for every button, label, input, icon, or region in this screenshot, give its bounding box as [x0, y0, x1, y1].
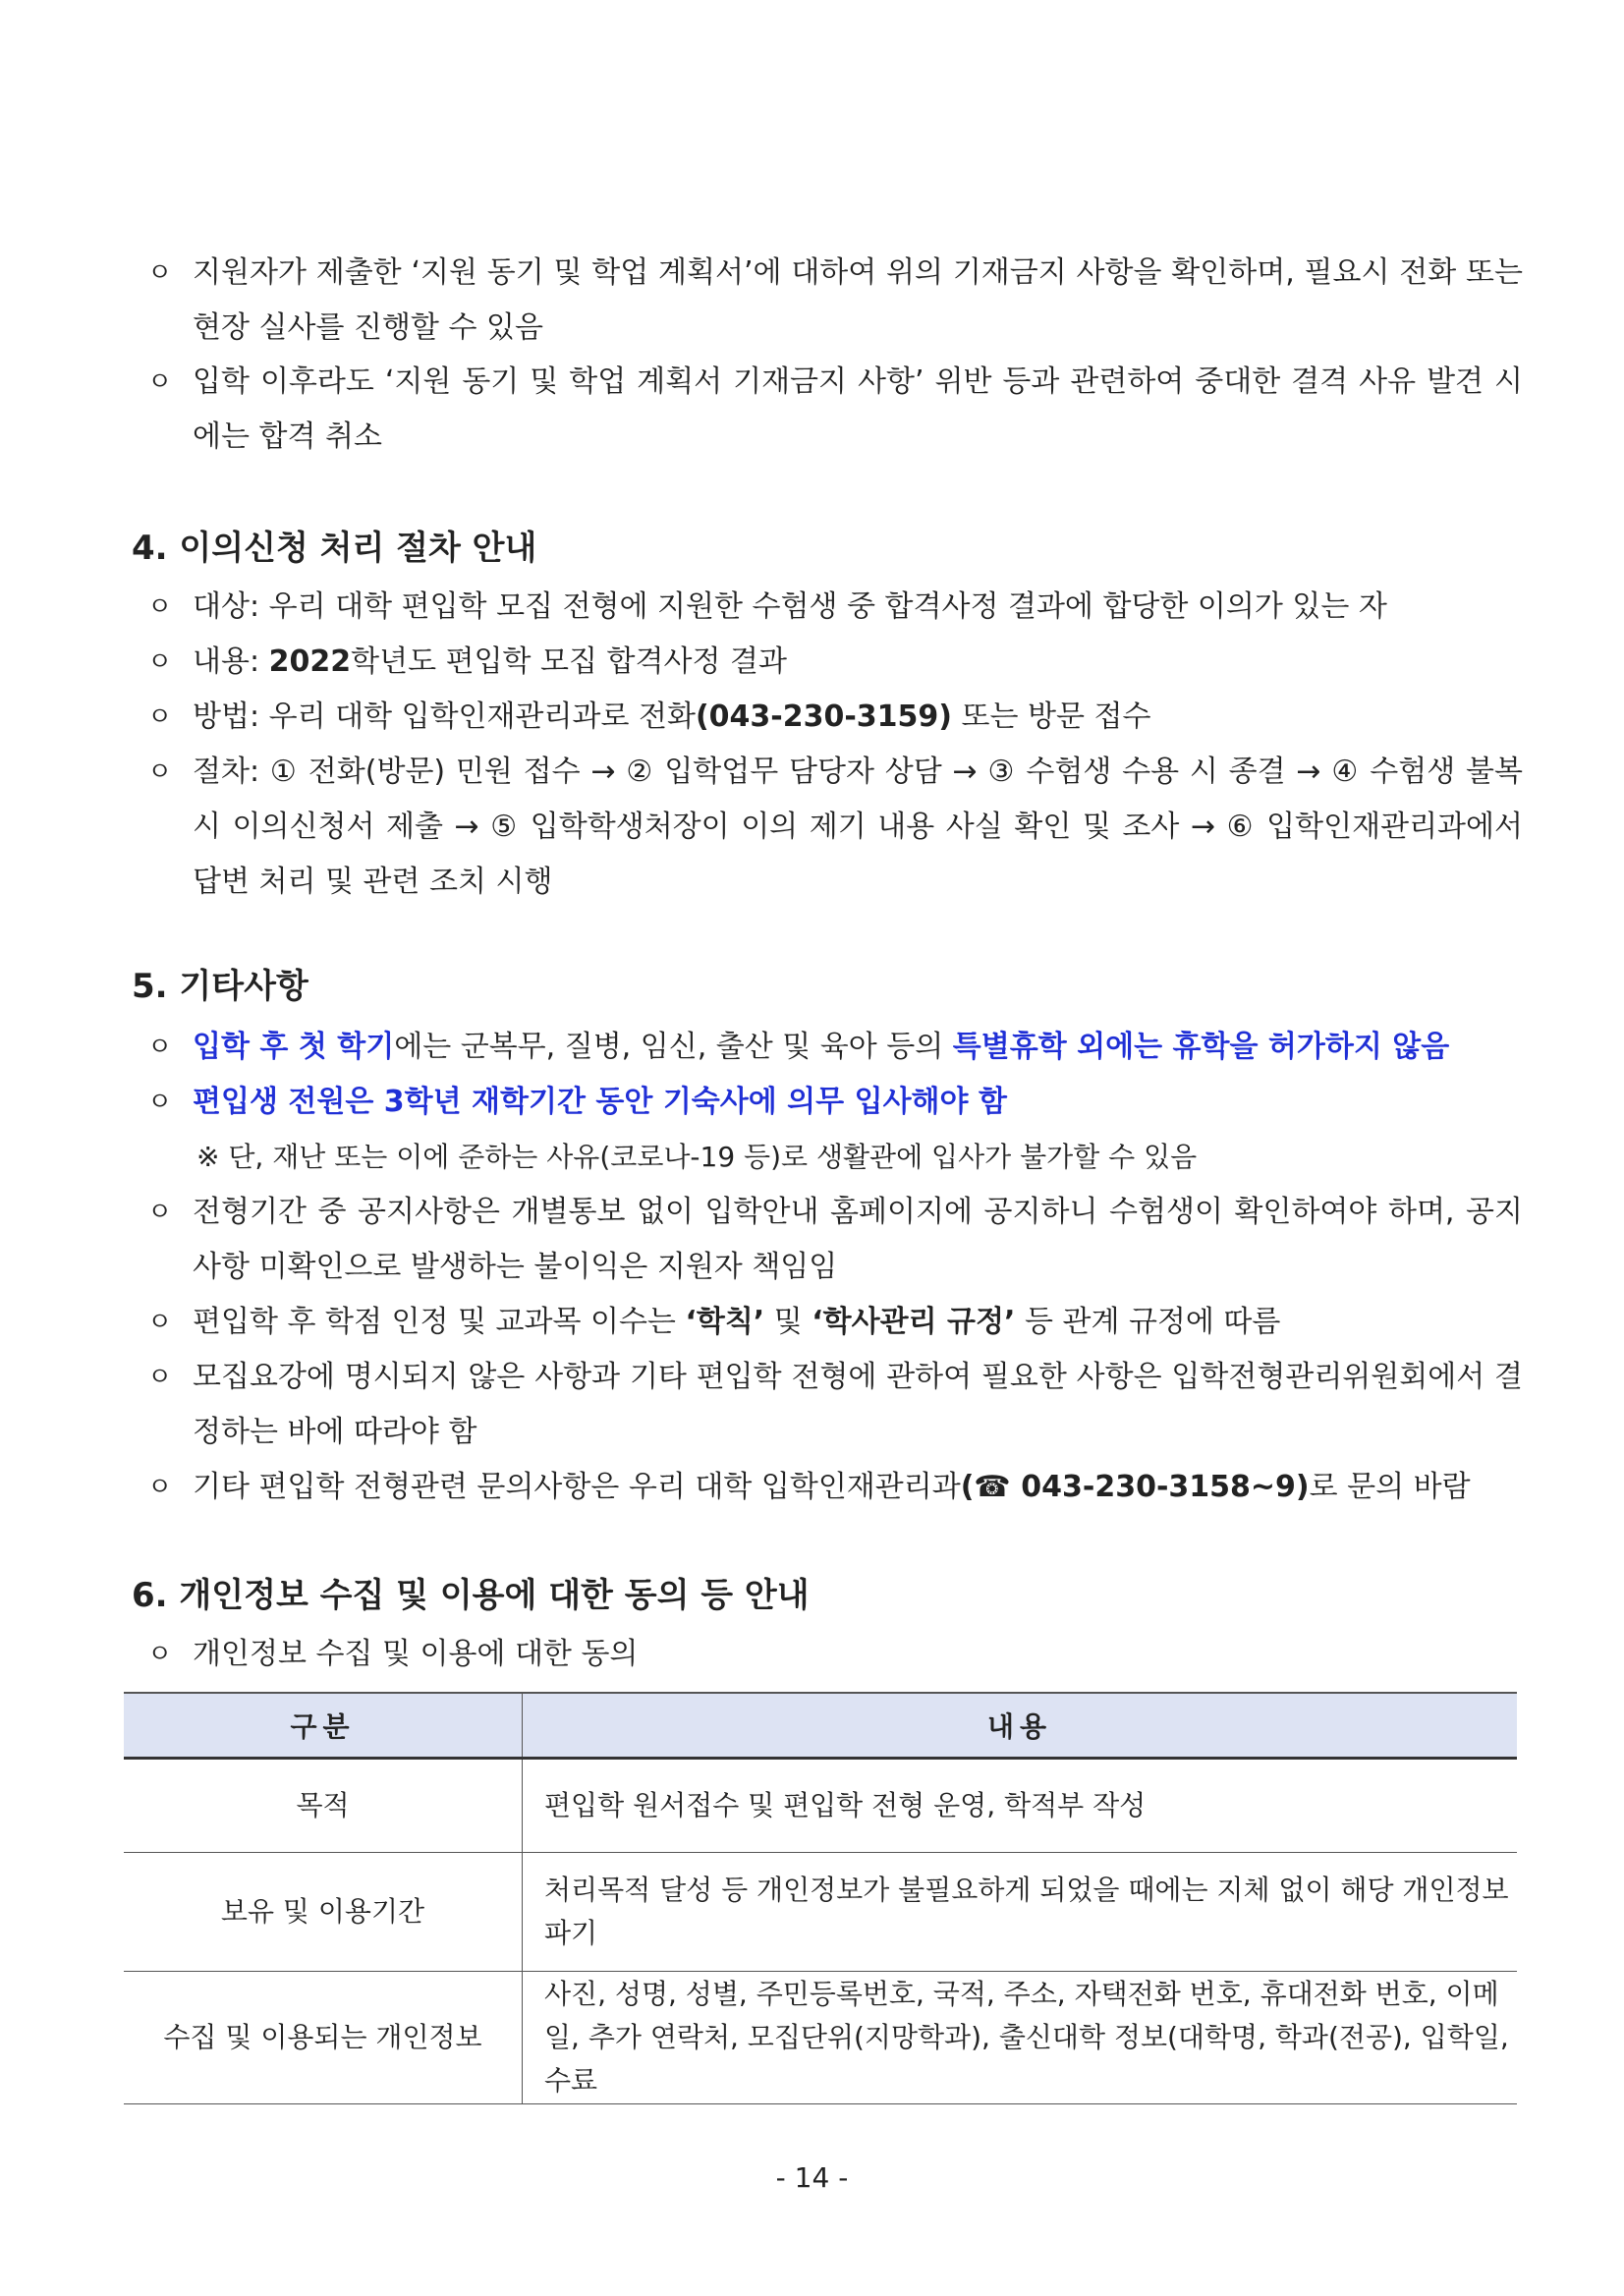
bullet-text: 개인정보 수집 및 이용에 대한 동의: [193, 1637, 639, 1671]
text-run: 등 관계 규정에 따름: [1015, 1305, 1281, 1339]
text-run: 또는 방문 접수: [952, 700, 1151, 734]
table-row: [124, 1759, 1517, 1853]
text-run: 내용:: [193, 644, 269, 679]
bullet-text: [193, 1295, 1523, 1350]
bullet-mark: ㅇ: [147, 1473, 173, 1502]
table-header-row: [124, 1693, 1517, 1759]
table-header-content: 내용: [523, 1693, 1518, 1759]
table-cell-label: 보유 및 이용기간: [124, 1853, 523, 1972]
text-run: 및: [764, 1305, 812, 1339]
table-cell-label: 수집 및 이용되는 개인정보: [124, 1972, 523, 2104]
table-header-category: 구분: [124, 1693, 523, 1759]
text-run: 방법: 우리 대학 입학인재관리과로 전화: [193, 700, 696, 734]
text-run: 기타 편입학 전형관련 문의사항은 우리 대학 입학인재관리과: [193, 1470, 961, 1504]
bullet-text: [193, 635, 1523, 690]
text-run: 로 문의 바람: [1309, 1470, 1471, 1504]
bullet-mark: ㅇ: [147, 367, 173, 397]
bullet-mark: ㅇ: [147, 258, 173, 288]
section-heading-5: 5. 기타사항: [132, 967, 308, 1006]
table-cell-content: 사진, 성명, 성별, 주민등록번호, 국적, 주소, 자택전화 번호, 휴대전화 번호, 이메일, 추가 연락처, 모집단위(지망학과), 출신대학 정보(대학명, 학과(전공), 입학일, 수료: [523, 1972, 1518, 2104]
section-heading-4: 4. 이의신청 처리 절차 안내: [132, 529, 537, 568]
text-run-bold: ‘학칙’: [685, 1305, 765, 1339]
text-run-bold: ‘학사관리 규정’: [812, 1305, 1016, 1339]
text-run-bold: 2022: [268, 644, 352, 679]
highlight-text: 입학 후 첫 학기: [193, 1030, 395, 1064]
bullet-text: 전형기간 중 공지사항은 개별통보 없이 입학안내 홈페이지에 공지하니 수험생이 확인하여야 하며, 공지사항 미확인으로 발생하는 불이익은 지원자 책임임: [193, 1195, 1523, 1284]
text-run: 에는 군복무, 질병, 임신, 출산 및 육아 등의: [394, 1030, 953, 1064]
bullet-text: 입학 이후라도 ‘지원 동기 및 학업 계획서 기재금지 사항’ 위반 등과 관련하여 중대한 결격 사유 발견 시에는 합격 취소: [193, 364, 1523, 454]
page-number: - 14 -: [775, 2161, 849, 2194]
bullet-text: [193, 1020, 1523, 1075]
bullet-text: [193, 690, 1523, 745]
bullet-mark: ㅇ: [147, 1640, 173, 1669]
table-row: [124, 1853, 1517, 1972]
bullet-text: 지원자가 제출한 ‘지원 동기 및 학업 계획서’에 대하여 위의 기재금지 사항을 확인하며, 필요시 전화 또는 현장 실사를 진행할 수 있음: [193, 255, 1523, 345]
bullet-text: 절차: ① 전화(방문) 민원 접수 → ② 입학업무 담당자 상담 → ③ 수험생 수용 시 종결 → ④ 수험생 불복 시 이의신청서 제출 → ⑤ 입학학생처장이 이의 제기 내용 사실 확인 및 조사 → ⑥ 입학인재관리과에서 답변 처리 및 관련 조치 시행: [193, 755, 1523, 899]
bullet-mark: ㅇ: [147, 1198, 173, 1227]
bullet-mark: ㅇ: [147, 702, 173, 732]
bullet-mark: ㅇ: [147, 757, 173, 787]
bullet-mark: ㅇ: [147, 1363, 173, 1392]
note-text: ※ 단, 재난 또는 이에 준하는 사유(코로나-19 등)로 생활관에 입사가 불가할 수 있음: [196, 1141, 1198, 1173]
bullet-text: 대상: 우리 대학 편입학 모집 전형에 지원한 수험생 중 합격사정 결과에 합당한 이의가 있는 자: [193, 589, 1387, 624]
text-run: 편입학 후 학점 인정 및 교과목 이수는: [193, 1305, 686, 1339]
bullet-mark: ㅇ: [147, 592, 173, 622]
bullet-mark: ㅇ: [147, 1308, 173, 1337]
bullet-text: [193, 1460, 1523, 1515]
table-cell-label: 목적: [124, 1759, 523, 1853]
bullet-mark: ㅇ: [147, 1088, 173, 1117]
bullet-mark: ㅇ: [147, 647, 173, 677]
highlight-text: 편입생 전원은 3학년 재학기간 동안 기숙사에 의무 입사해야 함: [193, 1085, 1007, 1119]
phone-number: (043-230-3159): [695, 700, 953, 734]
highlight-text: 특별휴학 외에는 휴학을 허가하지 않음: [952, 1030, 1450, 1064]
phone-number: (☎ 043-230-3158~9): [960, 1470, 1310, 1504]
table-cell-content: 편입학 원서접수 및 편입학 전형 운영, 학적부 작성: [523, 1759, 1518, 1853]
text-run: 학년도 편입학 모집 합격사정 결과: [351, 644, 787, 679]
privacy-consent-table: [124, 1692, 1517, 2104]
section-heading-6: 6. 개인정보 수집 및 이용에 대한 동의 등 안내: [132, 1576, 810, 1615]
table-row: [124, 1972, 1517, 2104]
bullet-mark: ㅇ: [147, 1033, 173, 1062]
bullet-text: 모집요강에 명시되지 않은 사항과 기타 편입학 전형에 관하여 필요한 사항은 입학전형관리위원회에서 결정하는 바에 따라야 함: [193, 1360, 1523, 1449]
table-cell-content: 처리목적 달성 등 개인정보가 불필요하게 되었을 때에는 지체 없이 해당 개인정보 파기: [523, 1853, 1518, 1972]
